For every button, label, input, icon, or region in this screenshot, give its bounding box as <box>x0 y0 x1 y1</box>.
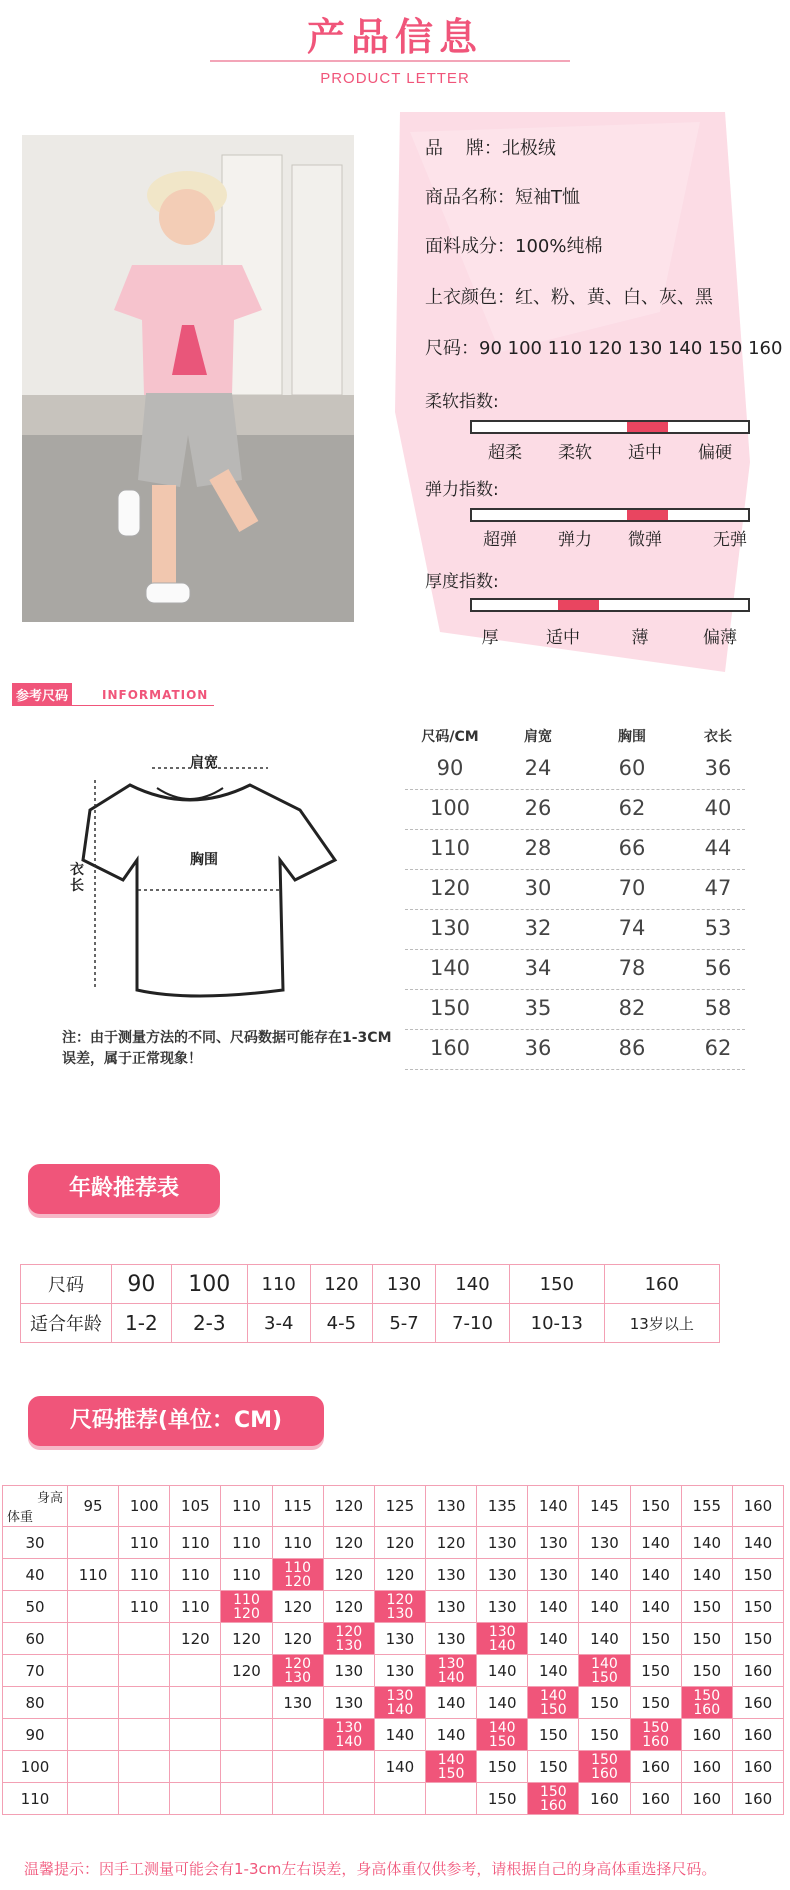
rec-table-corner <box>3 1486 68 1527</box>
rec-table-weight-label: 90 <box>3 1719 68 1751</box>
rec-table-height-header: 135 <box>477 1486 528 1527</box>
rec-table-height-header: 140 <box>528 1486 579 1527</box>
rec-table-cell: 140 <box>528 1591 579 1623</box>
thickness-label-3: 薄 <box>631 628 649 648</box>
rec-table-height-header: 125 <box>374 1486 425 1527</box>
rec-table-cell: 120 <box>374 1527 425 1559</box>
rec-table-row <box>3 1687 784 1719</box>
rec-table-height-header: 150 <box>630 1486 681 1527</box>
rec-table-cell <box>170 1751 221 1783</box>
size-table-cell: 78 <box>618 956 646 980</box>
name-label: 商品名称： <box>425 187 515 208</box>
age-table-size-row <box>21 1265 720 1304</box>
rec-table-cell: 120 <box>323 1559 374 1591</box>
rec-table-cell: 120 <box>272 1623 323 1655</box>
elasticity-label-2: 弹力 <box>558 530 592 550</box>
size-table-cell: 36 <box>704 756 732 780</box>
rec-table-cell-highlight: 120 130 <box>374 1591 425 1623</box>
size-table-cell: 110 <box>429 836 471 860</box>
rec-table-cell: 150 <box>579 1719 630 1751</box>
rec-table-cell <box>221 1783 272 1815</box>
rec-table-cell: 110 <box>221 1527 272 1559</box>
age-table-heading: 年龄推荐表 <box>28 1164 220 1214</box>
rec-table-height-header: 115 <box>272 1486 323 1527</box>
rec-table-cell <box>68 1591 119 1623</box>
size-table-header-3: 胸围 <box>618 729 646 745</box>
age-table-size-label: 尺码 <box>21 1265 112 1304</box>
rec-table-cell: 130 <box>374 1655 425 1687</box>
information-label: INFORMATION <box>102 688 209 702</box>
rec-table-cell: 150 <box>579 1687 630 1719</box>
rec-table-cell: 120 <box>374 1559 425 1591</box>
size-table-cell: 130 <box>429 916 471 940</box>
age-table-cell: 1-2 <box>112 1304 172 1343</box>
age-table-age-row <box>21 1304 720 1343</box>
rec-table-cell-highlight: 150 160 <box>528 1783 579 1815</box>
age-table-cell: 140 <box>435 1265 509 1304</box>
rec-table-cell: 140 <box>425 1719 476 1751</box>
size-table-cell: 86 <box>618 1036 646 1060</box>
rec-table-cell-highlight: 130 140 <box>425 1655 476 1687</box>
size-table-header-4: 衣长 <box>704 729 732 745</box>
page-subtitle: PRODUCT LETTER <box>320 70 470 87</box>
rec-table-weight-label: 40 <box>3 1559 68 1591</box>
elasticity-title: 弹力指数: <box>425 480 499 500</box>
rec-table-cell <box>119 1623 170 1655</box>
elasticity-label-4: 无弹 <box>713 530 747 550</box>
rec-table-cell: 150 <box>477 1783 528 1815</box>
size-table-cell: 44 <box>704 836 732 860</box>
color-label: 上衣颜色： <box>425 287 515 308</box>
brand-row <box>425 134 556 160</box>
age-table-cell: 3-4 <box>247 1304 310 1343</box>
rec-table-row <box>3 1623 784 1655</box>
rec-table-cell <box>119 1719 170 1751</box>
rec-table-cell: 120 <box>272 1591 323 1623</box>
size-table-row-divider <box>405 829 745 830</box>
rec-table-cell: 140 <box>528 1655 579 1687</box>
rec-table-cell: 130 <box>323 1655 374 1687</box>
rec-table-cell-highlight: 140 150 <box>579 1655 630 1687</box>
rec-table-cell <box>119 1783 170 1815</box>
rec-table-cell-highlight: 130 140 <box>374 1687 425 1719</box>
rec-table-cell: 140 <box>681 1559 732 1591</box>
rec-table-cell: 110 <box>221 1559 272 1591</box>
softness-bar <box>470 420 750 434</box>
softness-title: 柔软指数: <box>425 392 499 412</box>
size-table-header-1: 尺码/CM <box>421 729 479 745</box>
rec-table-cell-highlight: 120 130 <box>323 1623 374 1655</box>
size-table-row-divider <box>405 989 745 990</box>
rec-table-cell-highlight: 130 140 <box>477 1623 528 1655</box>
corner-height: 身高 <box>36 1491 63 1506</box>
rec-table-cell: 110 <box>170 1527 221 1559</box>
size-table-cell: 34 <box>524 956 552 980</box>
rec-table-cell: 160 <box>732 1687 783 1719</box>
name-row <box>425 183 580 209</box>
rec-table-cell: 160 <box>732 1719 783 1751</box>
rec-table-cell: 120 <box>323 1527 374 1559</box>
thickness-label-2: 适中 <box>546 628 580 648</box>
size-label: 尺码： <box>425 338 479 359</box>
rec-table-cell-highlight: 120 130 <box>272 1655 323 1687</box>
rec-table-cell <box>170 1655 221 1687</box>
rec-table-cell: 130 <box>425 1591 476 1623</box>
title-divider <box>210 60 570 62</box>
rec-table-height-header: 160 <box>732 1486 783 1527</box>
tshirt-diagram <box>60 740 350 1005</box>
rec-table-cell <box>425 1783 476 1815</box>
size-table-cell: 30 <box>524 876 552 900</box>
size-table-cell: 26 <box>524 796 552 820</box>
rec-table-cell-highlight: 140 150 <box>425 1751 476 1783</box>
girl-model-image <box>22 135 354 622</box>
rec-table-cell: 160 <box>732 1783 783 1815</box>
rec-table-height-header: 155 <box>681 1486 732 1527</box>
rec-table-cell: 110 <box>170 1559 221 1591</box>
brand-value: 北极绒 <box>501 138 556 159</box>
age-table-cell: 2-3 <box>171 1304 247 1343</box>
rec-table-cell: 130 <box>477 1559 528 1591</box>
rec-table-cell: 140 <box>425 1687 476 1719</box>
size-table-row-divider <box>405 1069 745 1070</box>
age-table-cell: 13岁以上 <box>604 1304 719 1343</box>
rec-table-cell <box>272 1751 323 1783</box>
size-table-cell: 62 <box>704 1036 732 1060</box>
measurement-note: 注：由于测量方法的不同、尺码数据可能存在1-3CM误差，属于正常现象！ <box>62 1030 392 1067</box>
rec-table-cell: 150 <box>630 1655 681 1687</box>
rec-table-cell-highlight: 130 140 <box>323 1719 374 1751</box>
rec-table-cell <box>272 1783 323 1815</box>
rec-table-cell-highlight: 150 160 <box>630 1719 681 1751</box>
rec-table-cell: 140 <box>579 1623 630 1655</box>
rec-table-cell: 140 <box>528 1623 579 1655</box>
rec-table-cell: 150 <box>732 1591 783 1623</box>
fabric-row <box>425 232 602 258</box>
age-table-cell: 110 <box>247 1265 310 1304</box>
rec-table-weight-label: 70 <box>3 1655 68 1687</box>
size-table-cell: 90 <box>436 756 464 780</box>
rec-table-cell: 150 <box>528 1719 579 1751</box>
rec-table-row <box>3 1751 784 1783</box>
rec-table-cell <box>170 1719 221 1751</box>
age-table-cell: 130 <box>373 1265 436 1304</box>
rec-table-row <box>3 1719 784 1751</box>
rec-table-cell: 140 <box>579 1591 630 1623</box>
size-table-cell: 28 <box>524 836 552 860</box>
rec-table-row <box>3 1559 784 1591</box>
size-table-cell: 47 <box>704 876 732 900</box>
rec-table-cell: 140 <box>374 1719 425 1751</box>
size-table-cell: 140 <box>429 956 471 980</box>
softness-label-3: 适中 <box>628 443 662 463</box>
rec-table-cell: 150 <box>630 1623 681 1655</box>
fabric-label: 面料成分： <box>425 236 515 257</box>
rec-table-cell <box>68 1527 119 1559</box>
rec-table-cell: 150 <box>732 1623 783 1655</box>
rec-table-cell: 140 <box>681 1527 732 1559</box>
rec-table-cell: 130 <box>374 1623 425 1655</box>
age-table <box>20 1264 720 1343</box>
size-table-row-divider <box>405 909 745 910</box>
rec-table-cell: 130 <box>477 1591 528 1623</box>
rec-table-cell <box>68 1719 119 1751</box>
rec-table-cell: 160 <box>630 1783 681 1815</box>
size-table-cell: 160 <box>429 1036 471 1060</box>
rec-table-cell: 140 <box>630 1527 681 1559</box>
size-table-row-divider <box>405 789 745 790</box>
rec-table-weight-label: 50 <box>3 1591 68 1623</box>
age-table-cell: 120 <box>310 1265 373 1304</box>
rec-table-height-header: 120 <box>323 1486 374 1527</box>
rec-table-cell-highlight: 150 160 <box>681 1687 732 1719</box>
rec-table-cell <box>272 1719 323 1751</box>
size-table-cell: 82 <box>618 996 646 1020</box>
rec-table-cell: 130 <box>425 1623 476 1655</box>
rec-table-cell: 120 <box>221 1623 272 1655</box>
rec-table-cell: 130 <box>323 1687 374 1719</box>
rec-table-cell <box>323 1751 374 1783</box>
rec-table-cell <box>68 1655 119 1687</box>
rec-table-cell: 140 <box>732 1527 783 1559</box>
rec-table-cell: 130 <box>528 1527 579 1559</box>
rec-table-cell <box>68 1623 119 1655</box>
rec-table-cell: 160 <box>732 1655 783 1687</box>
rec-table-cell <box>323 1783 374 1815</box>
rec-table-cell <box>170 1687 221 1719</box>
rec-table-weight-label: 80 <box>3 1687 68 1719</box>
rec-table-row <box>3 1527 784 1559</box>
size-table-cell: 36 <box>524 1036 552 1060</box>
chest-label: 胸围 <box>190 852 218 868</box>
age-table-cell: 100 <box>171 1265 247 1304</box>
rec-table-height-header: 95 <box>68 1486 119 1527</box>
size-table-cell: 60 <box>618 756 646 780</box>
size-table-cell: 40 <box>704 796 732 820</box>
rec-table-weight-label: 110 <box>3 1783 68 1815</box>
rec-table-cell: 120 <box>323 1591 374 1623</box>
rec-table-cell: 150 <box>681 1655 732 1687</box>
rec-table-cell: 150 <box>477 1751 528 1783</box>
age-table-cell: 5-7 <box>373 1304 436 1343</box>
rec-table-cell <box>221 1687 272 1719</box>
size-reference-tag: 参考尺码 <box>12 683 72 706</box>
elasticity-label-1: 超弹 <box>483 530 517 550</box>
rec-table-cell: 160 <box>630 1751 681 1783</box>
rec-table-cell <box>68 1751 119 1783</box>
rec-table-height-header: 100 <box>119 1486 170 1527</box>
thickness-title: 厚度指数: <box>425 572 499 592</box>
rec-table-cell: 140 <box>477 1687 528 1719</box>
corner-weight: 体重 <box>7 1510 34 1525</box>
rec-table-cell: 160 <box>732 1751 783 1783</box>
rec-table-cell: 150 <box>681 1623 732 1655</box>
rec-table-cell: 140 <box>477 1655 528 1687</box>
rec-table-height-header: 105 <box>170 1486 221 1527</box>
rec-table-cell: 110 <box>272 1527 323 1559</box>
size-table-cell: 24 <box>524 756 552 780</box>
rec-table-cell-highlight: 150 160 <box>579 1751 630 1783</box>
softness-fill <box>627 422 668 432</box>
softness-label-4: 偏硬 <box>698 443 732 463</box>
rec-table-cell-highlight: 110 120 <box>221 1591 272 1623</box>
rec-table-weight-label: 30 <box>3 1527 68 1559</box>
rec-table-cell <box>374 1783 425 1815</box>
size-recommend-table <box>2 1485 784 1815</box>
rec-table-header-row <box>3 1486 784 1527</box>
elasticity-fill <box>627 510 668 520</box>
softness-label-1: 超柔 <box>488 443 522 463</box>
size-table-cell: 150 <box>429 996 471 1020</box>
fabric-value: 100%纯棉 <box>515 236 603 257</box>
age-table-cell: 4-5 <box>310 1304 373 1343</box>
age-table-cell: 90 <box>112 1265 172 1304</box>
size-recommend-heading: 尺码推荐(单位：CM) <box>28 1396 324 1446</box>
name-value: 短袖T恤 <box>515 187 580 208</box>
elasticity-label-3: 微弹 <box>628 530 662 550</box>
rec-table-cell: 160 <box>681 1719 732 1751</box>
elasticity-bar <box>470 508 750 522</box>
size-table-row-divider <box>405 869 745 870</box>
rec-table-cell: 110 <box>119 1591 170 1623</box>
rec-table-cell: 150 <box>630 1687 681 1719</box>
rec-table-cell: 130 <box>425 1559 476 1591</box>
size-table-row-divider <box>405 1029 745 1030</box>
rec-table-cell: 150 <box>528 1751 579 1783</box>
color-row <box>425 283 713 309</box>
rec-table-cell: 120 <box>221 1655 272 1687</box>
rec-table-weight-label: 60 <box>3 1623 68 1655</box>
size-table-cell: 66 <box>618 836 646 860</box>
size-table-cell: 56 <box>704 956 732 980</box>
thickness-label-1: 厚 <box>481 628 499 648</box>
rec-table-cell: 110 <box>119 1559 170 1591</box>
rec-table-cell: 150 <box>681 1591 732 1623</box>
rec-table-cell <box>119 1687 170 1719</box>
rec-table-cell: 160 <box>681 1751 732 1783</box>
rec-table-cell: 110 <box>68 1559 119 1591</box>
rec-table-row <box>3 1783 784 1815</box>
rec-table-cell: 120 <box>170 1623 221 1655</box>
rec-table-cell: 160 <box>579 1783 630 1815</box>
age-table-cell: 10-13 <box>510 1304 604 1343</box>
size-table-cell: 53 <box>704 916 732 940</box>
age-table-cell: 150 <box>510 1265 604 1304</box>
color-value: 红、粉、黄、白、灰、黑 <box>515 287 713 308</box>
rec-table-height-header: 145 <box>579 1486 630 1527</box>
thickness-bar <box>470 598 750 612</box>
size-table-cell: 35 <box>524 996 552 1020</box>
rec-table-cell <box>170 1783 221 1815</box>
softness-label-2: 柔软 <box>558 443 592 463</box>
size-table-cell: 70 <box>618 876 646 900</box>
size-table-header-2: 肩宽 <box>524 729 552 745</box>
rec-table-cell: 130 <box>579 1527 630 1559</box>
size-table-cell: 62 <box>618 796 646 820</box>
size-value: 90 100 110 120 130 140 150 160 <box>479 338 783 359</box>
rec-table-height-header: 130 <box>425 1486 476 1527</box>
rec-table-cell: 140 <box>630 1591 681 1623</box>
size-table-cell: 100 <box>429 796 471 820</box>
rec-table-cell: 130 <box>528 1559 579 1591</box>
rec-table-row <box>3 1591 784 1623</box>
rec-table-cell-highlight: 140 150 <box>477 1719 528 1751</box>
size-row <box>425 334 782 360</box>
footer-tip: 温馨提示：因手工测量可能会有1-3cm左右误差，身高体重仅供参考，请根据自己的身高体重选择尺码。 <box>24 1860 717 1878</box>
rec-table-cell-highlight: 110 120 <box>272 1559 323 1591</box>
age-table-cell: 160 <box>604 1265 719 1304</box>
rec-table-cell: 130 <box>272 1687 323 1719</box>
rec-table-cell <box>119 1751 170 1783</box>
rec-table-cell: 120 <box>425 1527 476 1559</box>
rec-table-height-header: 110 <box>221 1486 272 1527</box>
size-table-row-divider <box>405 949 745 950</box>
size-table-cell: 58 <box>704 996 732 1020</box>
rec-table-cell <box>119 1655 170 1687</box>
length-label: 衣长 <box>70 862 84 894</box>
rec-table-cell: 160 <box>681 1783 732 1815</box>
age-table-age-label: 适合年龄 <box>21 1304 112 1343</box>
rec-table-cell: 140 <box>374 1751 425 1783</box>
size-table-cell: 120 <box>429 876 471 900</box>
rec-table-cell <box>68 1783 119 1815</box>
rec-table-row <box>3 1655 784 1687</box>
rec-table-cell: 150 <box>732 1559 783 1591</box>
rec-table-weight-label: 100 <box>3 1751 68 1783</box>
rec-table-cell-highlight: 140 150 <box>528 1687 579 1719</box>
rec-table-cell: 110 <box>119 1527 170 1559</box>
thickness-label-4: 偏薄 <box>703 628 737 648</box>
tshirt-outline <box>83 785 335 996</box>
brand-label: 品 牌： <box>425 138 502 159</box>
age-table-cell: 7-10 <box>435 1304 509 1343</box>
rec-table-cell <box>221 1719 272 1751</box>
product-photo <box>22 135 354 622</box>
rec-table-cell: 110 <box>170 1591 221 1623</box>
rec-table-cell: 140 <box>579 1559 630 1591</box>
shoulder-label: 肩宽 <box>190 755 218 771</box>
size-table-cell: 74 <box>618 916 646 940</box>
page-title: 产品信息 <box>306 14 483 59</box>
rec-table-cell <box>221 1751 272 1783</box>
thickness-fill <box>558 600 599 610</box>
size-table-cell: 32 <box>524 916 552 940</box>
tag-underline <box>14 705 214 706</box>
rec-table-cell: 130 <box>477 1527 528 1559</box>
rec-table-cell <box>68 1687 119 1719</box>
rec-table-cell: 140 <box>630 1559 681 1591</box>
